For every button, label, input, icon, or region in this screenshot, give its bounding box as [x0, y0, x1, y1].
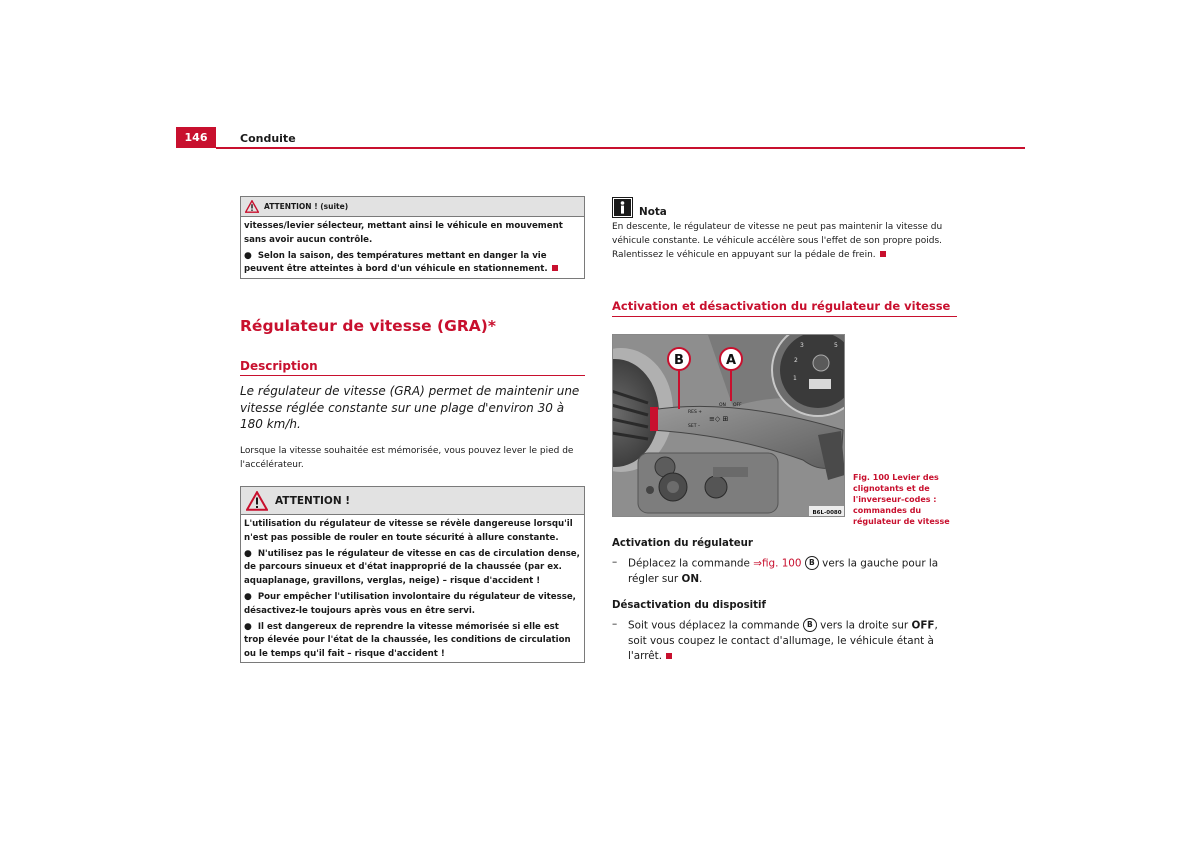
warning-continued-body: [241, 217, 584, 282]
bullet-icon: ●: [244, 548, 252, 559]
deactivation-instruction: [628, 618, 958, 665]
svg-text:2: 2: [794, 357, 798, 364]
activation-heading: Activation et désactivation du régulateur de vitesse: [612, 299, 951, 313]
activation-text-pre: Déplacez la commande: [628, 557, 750, 570]
warning-bullet-3: Il est dangereux de reprendre la vitesse mémorisée si elle est trop élevée pour l'état de la chaussée, les conditions de circulation ou le temps qu'il fait – risque d'accident !: [244, 621, 571, 659]
bullet-icon: ●: [244, 591, 252, 602]
warning-continued-header: [241, 197, 584, 217]
warning-continued-title: ATTENTION ! (suite): [264, 202, 349, 211]
activation-instruction: Déplacez la commande ⇒fig. 100 B vers la gauche pour la régler sur ON.: [628, 557, 939, 585]
svg-text:1: 1: [793, 375, 797, 382]
header-rule: [216, 147, 1025, 149]
end-marker-icon: [880, 251, 886, 257]
figure-caption: Fig. 100 Levier des clignotants et de l'inverseur-codes : commandes du régulateur de vitesse: [853, 473, 950, 526]
svg-text:3: 3: [800, 342, 804, 349]
warning-continued-box: [240, 196, 585, 279]
deactivation-dash: –: [612, 618, 618, 630]
warning-header: [241, 487, 584, 515]
arrow-icon: ⇒: [753, 557, 762, 570]
warning-continued-bullet: Selon la saison, des températures mettant en danger la vie peuvent être atteintes à bord d'un véhicule en stationnement.: [244, 250, 548, 275]
page-number: 146: [176, 127, 216, 148]
figure-code: B6L-0080: [812, 510, 842, 516]
warning-continued-para: vitesses/levier sélecteur, mettant ainsi le véhicule en mouvement sans avoir aucun contrôle.: [244, 221, 563, 245]
turn-signal-stalk-image: [613, 335, 845, 517]
svg-text:≡◇ ⊞: ≡◇ ⊞: [709, 415, 729, 423]
deactivation-text-mid: vers la droite sur: [820, 619, 909, 632]
svg-text:5: 5: [834, 342, 838, 349]
activation-rule: [612, 316, 957, 317]
deactivation-subheading: Désactivation du dispositif: [612, 600, 766, 611]
description-rule: [240, 375, 585, 376]
stalk-res-label: RES +: [688, 410, 703, 415]
info-icon: [612, 197, 633, 218]
stalk-on-label: ON: [719, 403, 726, 408]
description-heading: Description: [240, 359, 318, 373]
warning-bullet-2: Pour empêcher l'utilisation involontaire du régulateur de vitesse, désactivez-le toujours après vous en être servi.: [244, 591, 576, 616]
bullet-icon: ●: [244, 250, 252, 261]
figure-label-b: B: [674, 353, 684, 368]
end-marker-icon: [666, 653, 672, 659]
stalk-off-label: OFF: [733, 403, 742, 408]
deactivation-text-post: , soit vous coupez le contact d'allumage, le véhicule étant à l'arrêt.: [628, 619, 938, 663]
bullet-icon: ●: [244, 621, 252, 632]
chapter-title: Conduite: [240, 132, 296, 145]
control-b-badge: B: [803, 618, 817, 632]
stalk-set-label: SET –: [688, 424, 701, 429]
description-intro: Le régulateur de vitesse (GRA) permet de maintenir une vitesse réglée constante sur une plage d'environ 30 à 180 km/h.: [240, 384, 580, 431]
warning-para: L'utilisation du régulateur de vitesse se révèle dangereuse lorsqu'il n'est pas possible de rouler en toute sécurité à allure constante.: [244, 519, 573, 543]
figure-reference-link[interactable]: fig. 100: [761, 557, 802, 570]
warning-box: [240, 486, 585, 663]
warning-triangle-icon: [245, 200, 259, 213]
deactivation-off-label: OFF: [911, 619, 935, 632]
activation-on-label: ON: [681, 572, 700, 585]
end-marker-icon: [552, 265, 558, 271]
activation-text-mid: vers la gauche pour la régler sur: [628, 557, 939, 585]
figure-label-a: A: [725, 353, 737, 368]
activation-dash: –: [612, 556, 618, 568]
note-text: [612, 220, 957, 262]
figure-100: [612, 334, 845, 517]
warning-triangle-icon: [246, 491, 268, 511]
warning-body: [241, 515, 584, 667]
section-title: Régulateur de vitesse (GRA)*: [240, 317, 496, 335]
description-body: Lorsque la vitesse souhaitée est mémorisée, vous pouvez lever le pied de l'accélérateur.: [240, 446, 574, 470]
activation-subheading: Activation du régulateur: [612, 538, 753, 549]
deactivation-text-pre: Soit vous déplacez la commande: [628, 619, 800, 632]
note-title: Nota: [639, 206, 667, 218]
control-b-badge: B: [805, 556, 819, 570]
note-body: En descente, le régulateur de vitesse ne peut pas maintenir la vitesse du véhicule constante. Le véhicule accélère sous l'effet de son propre poids. Ralentissez le véhicule en appuyant sur la pédale de frein.: [612, 222, 943, 260]
warning-title: ATTENTION !: [275, 494, 351, 507]
warning-bullet-1: N'utilisez pas le régulateur de vitesse en cas de circulation dense, de parcours sinueux et d'état inapproprié de la chaussée (par ex. aquaplanage, gravillons, verglas, neige) – risque d'accident !: [244, 548, 580, 586]
